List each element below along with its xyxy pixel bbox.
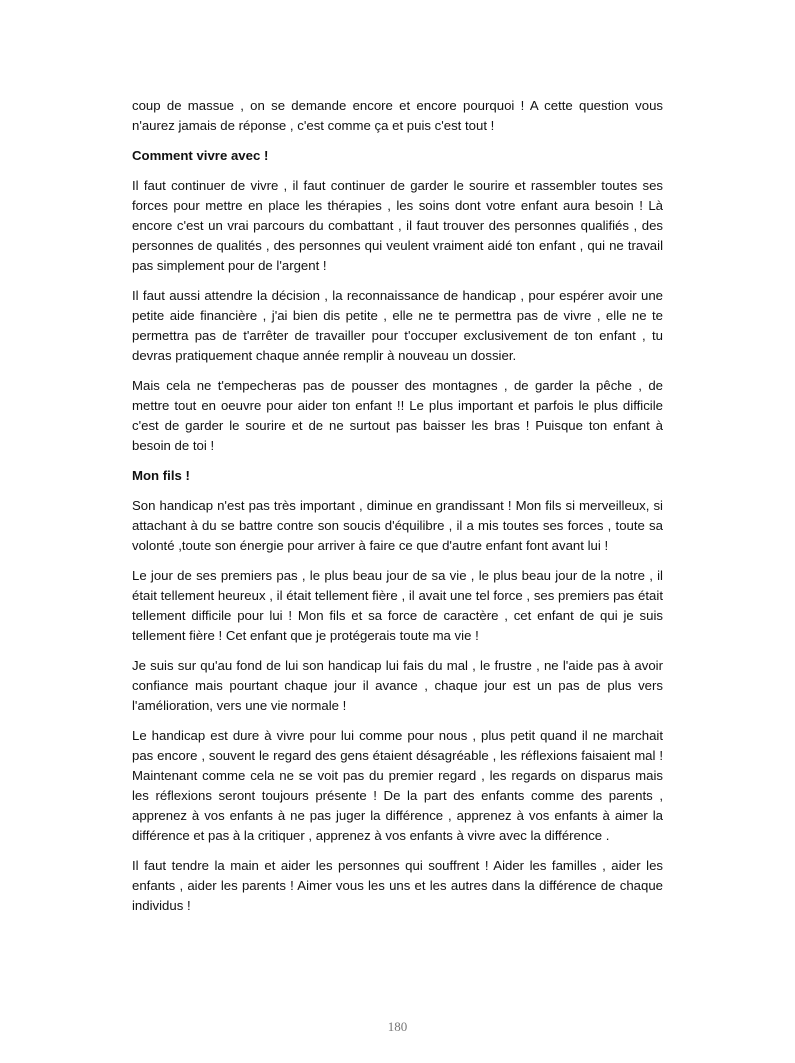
paragraph-intro: coup de massue , on se demande encore et encore pourquoi ! A cette question vous n'aurez jamais de réponse , c'est comme ça et puis c'est tout ! [132, 98, 663, 133]
paragraph: Il faut aussi attendre la décision , la reconnaissance de handicap , pour espérer avoir une petite aide financière , j'ai bien dis petite , elle ne te permettra pas de vivre , elle ne te permettra pas de t'arrêter de travailler pour t'occuper exclusivement de ton enfant , tu devras pratiquement chaque année remplir à nouveau un dossier. [132, 288, 663, 363]
heading-mon-fils: Mon fils ! [132, 468, 190, 483]
paragraph: Je suis sur qu'au fond de lui son handicap lui fais du mal , le frustre , ne l'aide pas à avoir confiance mais pourtant chaque jour il avance , chaque jour est un pas de plus vers l'amélioration, vers une vie normale ! [132, 658, 663, 713]
heading-comment-vivre-avec: Comment vivre avec ! [132, 148, 269, 163]
paragraph: Mais cela ne t'empecheras pas de pousser des montagnes , de garder la pêche , de mettre tout en oeuvre pour aider ton enfant !! Le plus important et parfois le plus difficile c'est de garder le sourire et de ne surtout pas baisser les bras ! Puisque ton enfant à besoin de toi ! [132, 378, 663, 453]
paragraph: Il faut tendre la main et aider les personnes qui souffrent ! Aider les familles , aider les enfants , aider les parents ! Aimer vous les uns et les autres dans la différence de chaque individus ! [132, 858, 663, 913]
paragraph: Le jour de ses premiers pas , le plus beau jour de sa vie , le plus beau jour de la notre , il était tellement heureux , il était tellement fière , il avait une tel force , ses premiers pas était tellement difficile pour lui ! Mon fils et sa force de caractère , cet enfant de qui je suis tellement fière ! Cet enfant que je protégerais toute ma vie ! [132, 568, 663, 643]
document-page [132, 96, 663, 926]
paragraph: Son handicap n'est pas très important , diminue en grandissant ! Mon fils si merveilleux, si attachant à du se battre contre son soucis d'équilibre , il a mis toutes ses forces , toute sa volonté ,toute son énergie pour arriver à faire ce que d'autre enfant font avant lui ! [132, 498, 663, 553]
paragraph: Le handicap est dure à vivre pour lui comme pour nous , plus petit quand il ne marchait pas encore , souvent le regard des gens étaient désagréable , les réflexions faisaient mal ! Maintenant comme cela ne se voit pas du premier regard , les regards on disparus mais les réflexions seront toujours présente ! De la part des enfants comme des parents , apprenez à vos enfants à ne pas juger la différence , apprenez à vos enfants à aimer la différence et pas à la critiquer , apprenez à vos enfants à vivre avec la différence . [132, 728, 663, 843]
page-number: 180 [387, 1019, 408, 1034]
paragraph: Il faut continuer de vivre , il faut continuer de garder le sourire et rassembler toutes ses forces pour mettre en place les thérapies , les soins dont votre enfant aura besoin ! Là encore c'est un vrai parcours du combattant , il faut trouver des personnes qualifiés , des personnes de qualités , des personnes qui veulent vraiment aidé ton enfant , qui ne travail pas simplement pour de l'argent ! [132, 178, 663, 273]
